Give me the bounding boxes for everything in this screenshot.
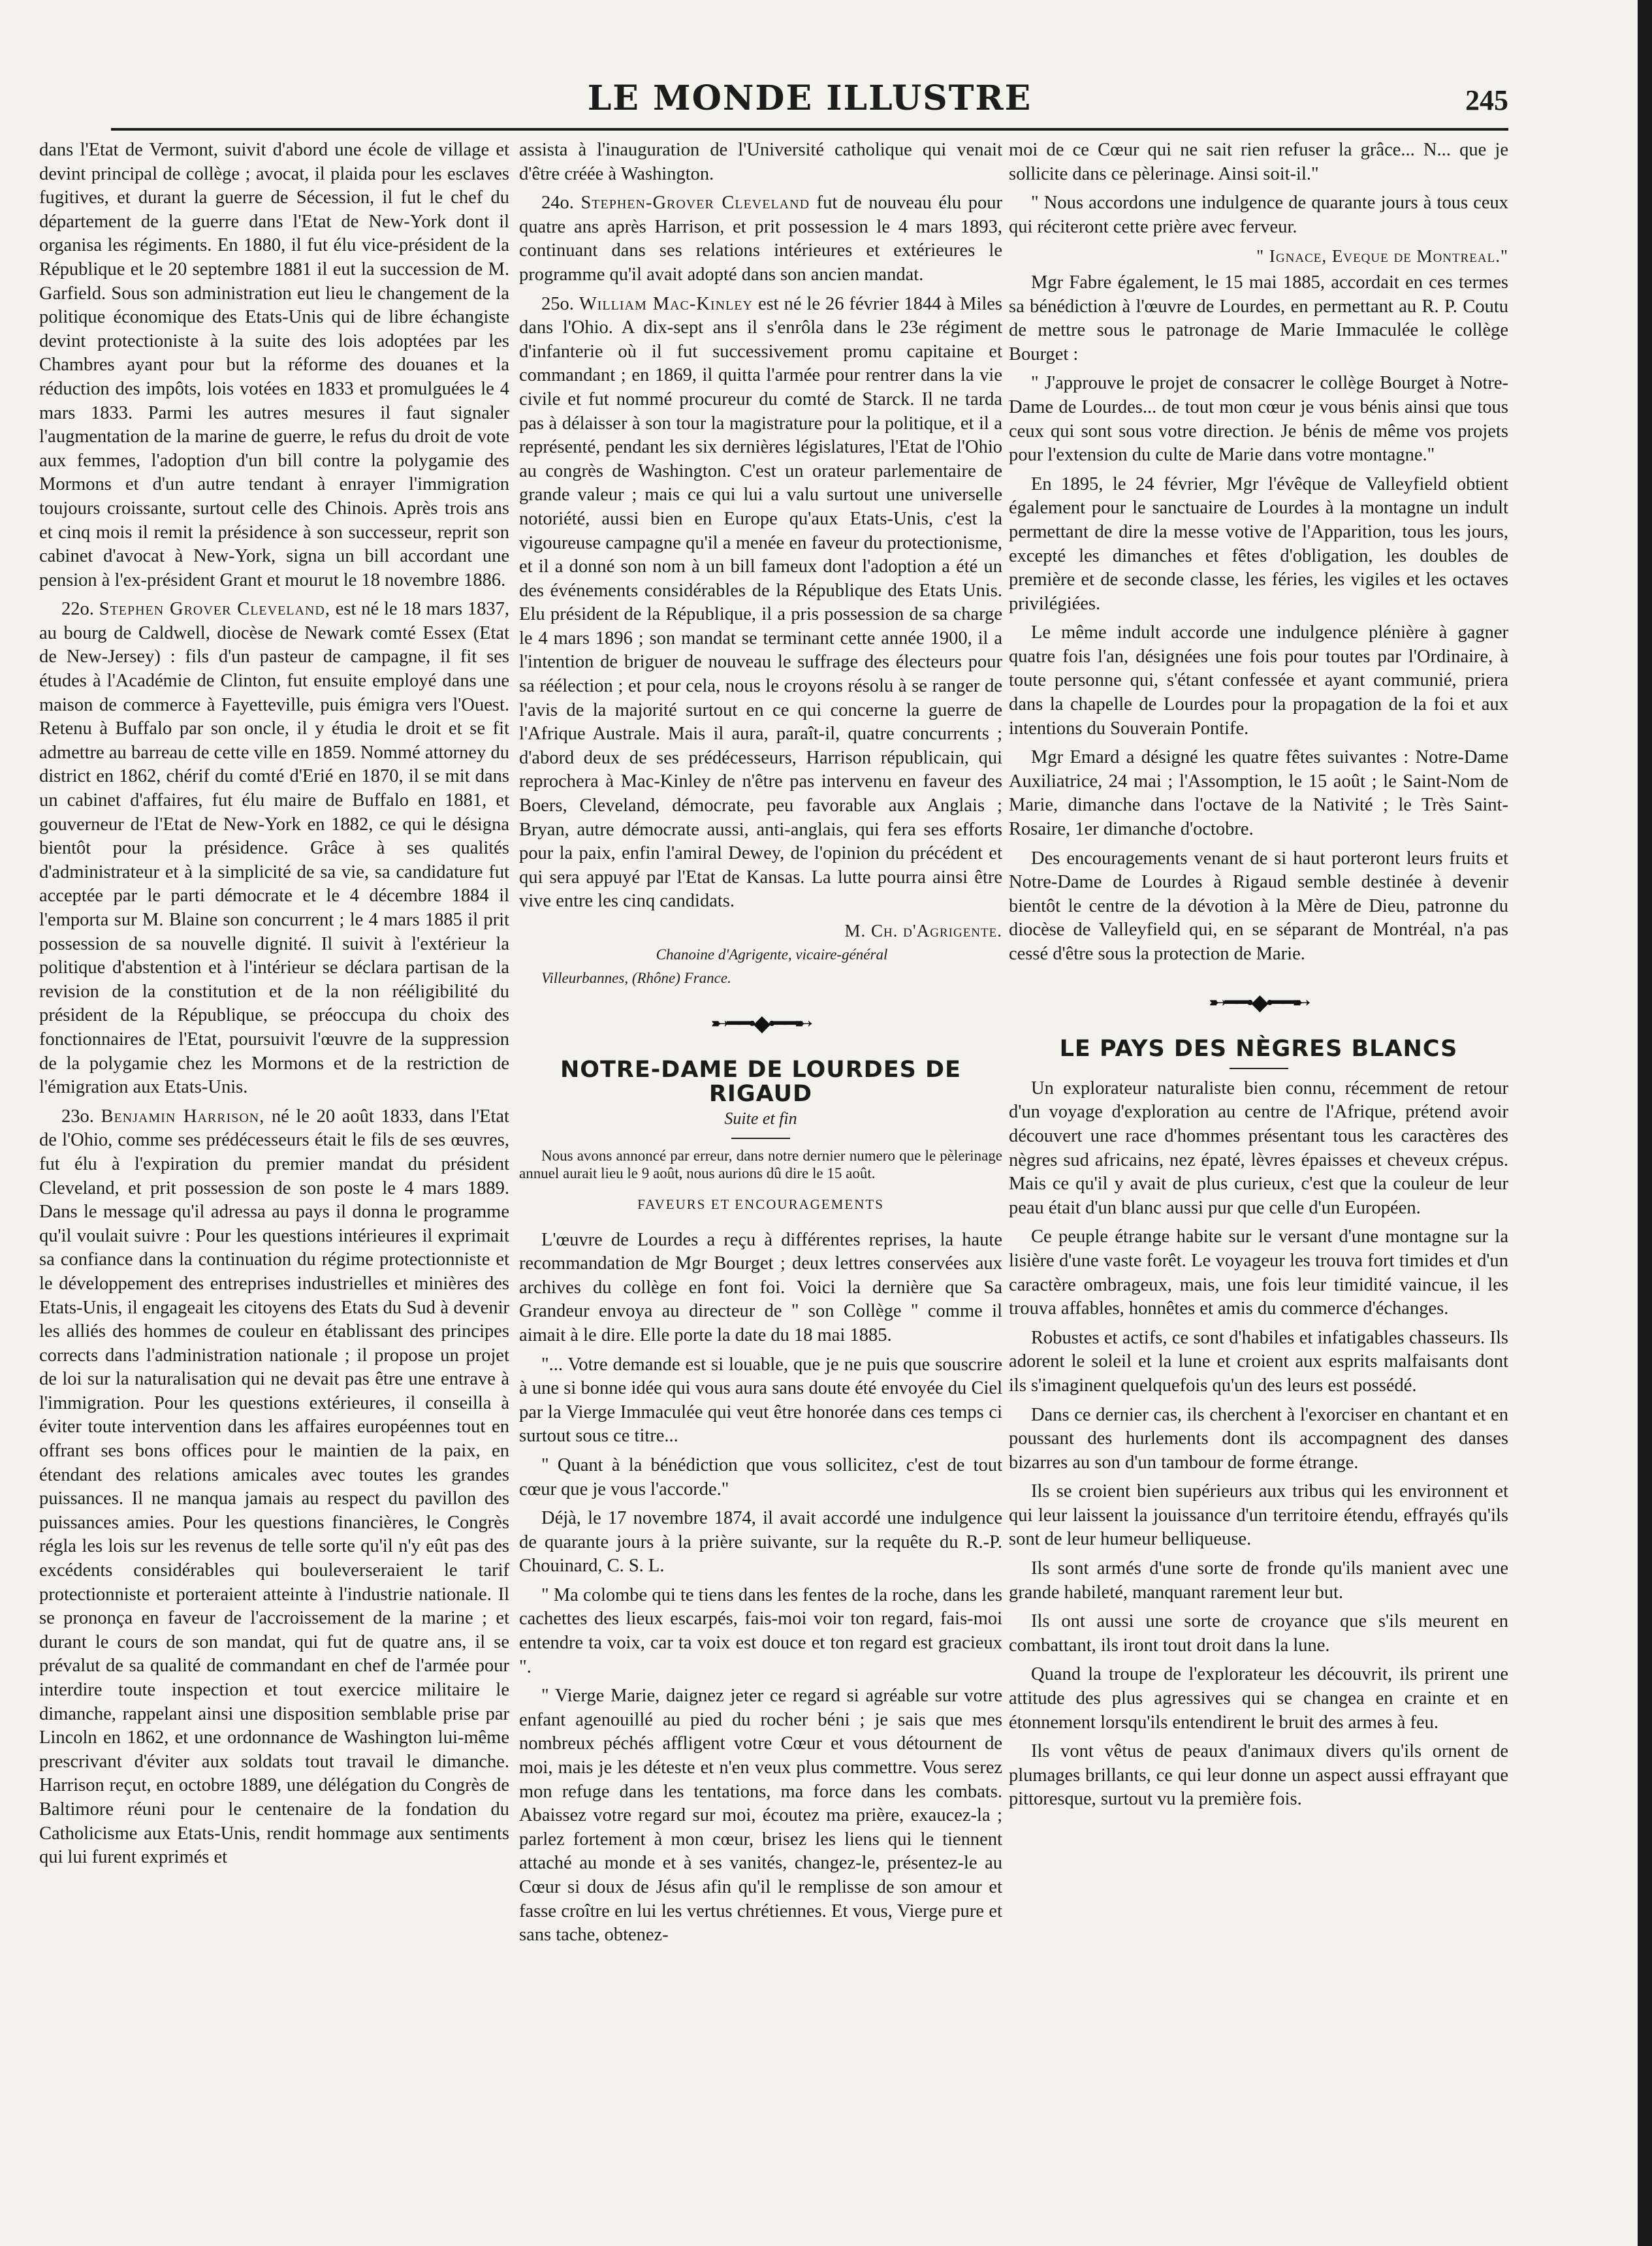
paragraph-text: est né le 18 mars 1837, au bourg de Caldwell, diocèse de Newark comté Essex (Etat de New-Jersey) : fils d'un pasteur de campagne, il fit ses études à l'Académie de Clinton, fut ensuite employé dans une maison de commerce à Fayetteville, puis émigra vers l'Ouest. Retenu à Buffalo par son oncle, il y étudia le droit et se fit admettre au barreau de cette ville en 1859. Nommé attorney du district en 1862, chérif du comté d'Erié en 1870, il se mit dans un cabinet d'affaires, fut élu maire de Buffalo en 1881, et gouverneur de l'Etat de New-York en 1882, ce qui le désigna bientôt pour la présidence. Grâce à ses qualités d'administrateur et à la simplicité de sa vie, sa candidature fut acceptée par le parti démocrate et le 4 décembre 1884 il l'emporta sur M. Blaine son concurrent ; le 4 mars 1885 il prit possession de sa nouvelle dignité. Il suivit à l'extérieur la politique d'abstention et à l'intérieur se déclara partisan de la revision de la constitution et de la non rééligibilité du président de la République, se préoccupa du choix des fonctionnaires de l'Etat, poursuivit l'œuvre de la suppression de la polygamie chez les Mormons et de la restriction de l'émigration aux Etats-Unis. <box>39 599 509 1098</box>
paragraph-cleveland-second <box>519 191 1002 287</box>
person-name: Stephen Grover Cleveland, <box>99 599 330 620</box>
paragraph: Ils ont aussi une sorte de croyance que s'ils meurent en combattant, ils iront tout droit dans la lune. <box>1009 1611 1508 1656</box>
signature-place: Villeurbannes, (Rhône) France. <box>541 969 731 986</box>
erratum-note: Nous avons annoncé par erreur, dans notre dernier numero que le pèlerinage annuel aurait lieu le 9 août, nous aurions dû dire le 15 août. <box>519 1147 1002 1181</box>
person-name: William Mac-Kinley <box>579 293 753 314</box>
paragraph: Dans ce dernier cas, ils cherchent à l'exorciser en chantant et en poussant des hurlements dont ils accompagnent des danses bizarres au son d'un tambour de forme étrange. <box>1009 1404 1508 1473</box>
paragraph: moi de ce Cœur qui ne sait rien refuser la grâce... N... que je sollicite dans ce pèlerinage. Ainsi soit-il." <box>1009 140 1508 184</box>
paragraph-cleveland <box>39 598 509 1099</box>
item-number: 23o. <box>61 1106 94 1127</box>
page-number: 245 <box>1465 84 1508 116</box>
column-2 <box>519 138 1002 1953</box>
page-header <box>111 78 1508 131</box>
paragraph: Ils sont armés d'une sorte de fronde qu'ils manient avec une grande habileté, manquant rarement leur but. <box>1009 1558 1508 1603</box>
paragraph: Mgr Emard a désigné les quatre fêtes suivantes : Notre-Dame Auxiliatrice, 24 mai ; l'Assomption, le 15 août ; le Saint-Nom de Marie, dimanche dans l'octave de la Nativité ; le Très Saint-Rosaire, 1er dimanche d'octobre. <box>1009 747 1508 840</box>
scan-edge <box>1638 0 1652 2246</box>
paragraph: Quand la troupe de l'explorateur les découvrit, ils prirent une attitude des plus agressives qui se changea en crainte et en étonnement lorsqu'ils entendirent le bruit des armes à feu. <box>1009 1664 1508 1733</box>
paragraph: En 1895, le 24 février, Mgr l'évêque de Valleyfield obtient également pour le sanctuaire de Lourdes à la montagne un indult permettant de dire la messe votive de l'Apparition, tous les jours, excepté les dimanches et fêtes d'obligation, les doubles de première et de seconde classe, les féries, les vigiles et les octaves privilégiées. <box>1009 473 1508 614</box>
column-3 <box>1009 138 1508 1817</box>
ornament-divider: ➸━━•◆•━━➸ <box>1209 990 1309 1015</box>
short-rule <box>1230 1068 1288 1069</box>
paragraph: Ils vont vêtus de peaux d'animaux divers qu'ils ornent de plumages brillants, ce qui leur donne un aspect aussi effrayant que pittoresque, surtout vu la première fois. <box>1009 1741 1508 1810</box>
paragraph-mackinley <box>519 293 1002 914</box>
signature: M. Ch. d'Agrigente. <box>844 921 1002 940</box>
paragraph: " Ma colombe qui te tiens dans les fentes de la roche, dans les cachettes des lieux escarpés, fais-moi voir ton regard, fais-moi entendre ta voix, car ta voix est douce et ton regard est gracieux ". <box>519 1584 1002 1677</box>
paragraph: "... Votre demande est si louable, que je ne puis que souscrire à une si bonne idée qui vous aura sans doute été envoyée du Ciel par la Vierge Immaculée qui veut être honorée dans ces temps ci surtout sous ce titre... <box>519 1354 1002 1447</box>
signature: " Ignace, Eveque de Montreal." <box>1256 246 1508 266</box>
paragraph: " Vierge Marie, daignez jeter ce regard si agréable sur votre enfant agenouillé au pied du rocher béni ; je sais que mes nombreux péchés affligent votre Cœur et vous détournent de moi, mais je les déteste et n'en veux plus commettre. Vous serez mon refuge dans les tentations, ma force dans les combats. Abaissez votre regard sur moi, écoutez ma prière, exaucez-la ; parlez fortement à mon cœur, brisez les liens qui le tiennent attaché au monde et à ses vanités, changez-le, présentez-le au Cœur si doux de Jésus afin qu'il le remplisse de son amour et fasse croître en lui les vertus chrétiennes. Et vous, Vierge pure et sans tache, obtenez- <box>519 1686 1002 1946</box>
article-heading: NOTRE-DAME DE LOURDES DE RIGAUD <box>560 1057 961 1107</box>
ornament-divider: ➸━━•◆•━━➸ <box>710 1011 811 1036</box>
paragraph-text: fut de nouveau élu pour quatre ans après Harrison, et prit possession le 4 mars 1893, continuant dans ses relations intérieures et extérieures le programme qu'il avait adopté dans son ancien mandat. <box>519 193 1002 285</box>
column-1 <box>39 138 509 1875</box>
paragraph: Des encouragements venant de si haut porteront leurs fruits et Notre-Dame de Lourdes à Rigaud semble destinée à devenir bientôt le centre de la dévotion à la Mère de Dieu, patronne du diocèse de Valleyfield qui, en se séparant de Montréal, n'a pas cessé d'être sous la protection de Marie. <box>1009 848 1508 964</box>
paragraph: Déjà, le 17 novembre 1874, il avait accordé une indulgence de quarante jours à la prière suivante, sur la requête du R.-P. Chouinard, C. S. L. <box>519 1508 1002 1577</box>
short-rule <box>731 1138 790 1139</box>
paragraph: Le même indult accorde une indulgence plénière à gagner quatre fois l'an, désignées une fois pour toutes par l'Ordinaire, à toute personne qui, s'étant confessée et ayant communié, priera dans la chapelle de Lourdes pour la propagation de la foi et aux intentions du Souverain Pontife. <box>1009 622 1508 739</box>
paragraph: dans l'Etat de Vermont, suivit d'abord une école de village et devint principal de collège ; avocat, il plaida pour les esclaves fugitives, et durant la guerre de Sécession, il fut le chef du département de la guerre dans l'Etat de New-York dont il organisa les régiments. En 1880, il fut élu vice-président de la République et le 20 septembre 1881 il eut la succession de M. Garfield. Sous son administration eut lieu le changement de la politique économique des Etats-Unis qui de libre échangiste devint protectioniste à la suite des lois adoptées par les Chambres ayant pour but la réforme des douanes et la réduction des impôts, lois votées en 1833 et promulguées le 4 mars 1833. Parmi les autres mesures il faut signaler l'augmentation de la marine de guerre, le refus du droit de vote aux femmes, l'adoption d'un bill contre la polygamie des Mormons et d'un autre tendant à enrayer l'immigration toujours croissante, surtout celle des Chinois. Après trois ans et cinq mois il remit la présidence à son successeur, reprit son cabinet d'avocat à New-York, signa un bill accordant une pension à l'ex-président Grant et mourut le 18 novembre 1886. <box>39 140 509 590</box>
article-heading: LE PAYS DES NÈGRES BLANCS <box>1059 1036 1458 1063</box>
person-name: Benjamin Harrison, <box>101 1106 265 1127</box>
signature-title: Chanoine d'Agrigente, vicaire-général <box>656 946 888 963</box>
paragraph: L'œuvre de Lourdes a reçu à différentes reprises, la haute recommandation de Mgr Bourget ; deux lettres conservées aux archives du collège en font foi. Voici la dernière que Sa Grandeur envoya au directeur de " son Collège " comme il aimait à le dire. Elle porte la date du 18 mai 1885. <box>519 1229 1002 1345</box>
paragraph: " J'approuve le projet de consacrer le collège Bourget à Notre-Dame de Lourdes... de tout mon cœur je vous bénis ainsi que tous ceux qui sont sous votre direction. Je bénis de même vos projets pour l'extension du culte de Marie dans votre montagne." <box>1009 373 1508 466</box>
article-subheading: Suite et fin <box>724 1109 797 1129</box>
paragraph: Ce peuple étrange habite sur le versant d'une montagne sur la lisière d'une vaste forêt. Le voyageur les trouva fort timides et d'un caractère ombrageux, mais, une fois leur timidité vaincue, il les trouva affables, honnêtes et amis du commerce d'échanges. <box>1009 1227 1508 1319</box>
person-name: Stephen-Grover Cleveland <box>580 193 810 214</box>
paragraph: Un explorateur naturaliste bien connu, récemment de retour d'un voyage d'exploration au centre de l'Afrique, prétend avoir découvert une race d'hommes présentant tous les caractères des nègres sud africains, nez épaté, lèvres épaisses et cheveux crépus. Mais ce qu'il y avait de plus curieux, c'est que la couleur de leur peau était d'un blanc aussi pur que celle d'un Européen. <box>1009 1078 1508 1218</box>
item-number: 22o. <box>61 599 94 620</box>
masthead: LE MONDE ILLUSTRE <box>587 78 1032 118</box>
section-subheading: FAVEURS ET ENCOURAGEMENTS <box>637 1196 884 1212</box>
item-number: 24o. <box>541 193 574 214</box>
header-rule <box>111 128 1508 131</box>
paragraph-text: est né le 26 février 1844 à Miles dans l'Ohio. A dix-sept ans il s'enrôla dans le 23e régiment d'infanterie où il fut successivement promu capitaine et commandant ; en 1869, il quitta l'armée pour rentrer dans la vie civile et fut nommé procureur du comté de Starck. Il ne tarda pas à délaisser à son tour la magistrature pour la politique, et il a représenté, pendant les six dernières législatures, l'Etat de l'Ohio au congrès de Washington. C'est un orateur parlementaire de grande valeur ; mais ce qui lui a valu surtout une universelle notoriété, aussi bien en Europe qu'aux Etats-Unis, c'est la vigoureuse campagne qu'il a menée en faveur du protectionisme, et il a donné son nom à un bill fameux dont l'adoption a été un des événements considérables de la République des Etats Unis. Elu président de la République, il a pris possession de sa charge le 4 mars 1896 ; son mandat se terminant cette année 1900, il a l'intention de briguer de nouveau le suffrage des électeurs pour sa réélection ; et pour cela, nous le croyons résolu à se ranger de l'avis de la majorité surtout en ce qui concerne la guerre de l'Afrique Australe. Mais il aura, paraît-il, quatre concurrents ; d'abord deux de ses prédécesseurs, Harrison républicain, qui reprochera à Mac-Kinley de n'être pas intervenu en faveur des Boers, Cleveland, démocrate, peu favorable aux Anglais ; Bryan, autre démocrate aussi, anti-anglais, qui fera ses efforts pour la paix, enfin l'amiral Dewey, de l'opinion du précédent et qui sera appuyé par l'Etat de Kansas. La lutte pourra ainsi être vive entre les cinq candidats. <box>519 293 1003 912</box>
paragraph: " Nous accordons une indulgence de quarante jours à tous ceux qui réciteront cette prière avec ferveur. <box>1009 193 1508 237</box>
paragraph-harrison <box>39 1105 509 1870</box>
item-number: 25o. <box>541 293 574 314</box>
paragraph: Mgr Fabre également, le 15 mai 1885, accordait en ces termes sa bénédiction à l'œuvre de Lourdes, en permettant au R. P. Coutu de mettre sous le patronage de Marie Immaculée le collège Bourget : <box>1009 272 1508 364</box>
paragraph: " Quant à la bénédiction que vous sollicitez, c'est de tout cœur que je vous l'accorde." <box>519 1454 1002 1500</box>
paragraph: assista à l'inauguration de l'Université catholique qui venait d'être créée à Washington. <box>519 140 1002 184</box>
paragraph-text: né le 20 août 1833, dans l'Etat de l'Ohio, comme ses prédécesseurs était le fils de ses œuvres, fut élu à l'expiration du premier mandat du président Cleveland, et prit possession de son poste le 4 mars 1889. Dans le message qu'il adressa au pays il donna le programme qu'il voulait suivre : Pour les questions intérieures il exprimait sa confiance dans la continuation du régime protectionniste et le développement des entreprises industrielles et minières des Etats-Unis, il engageait les citoyens des Etats du Sud à devenir les alliés des hommes de couleur en établissant des principes corrects dans l'administration nationale ; il propose un projet de loi sur la naturalisation qui ne devait pas être une entrave à l'immigration. Pour les questions extérieures, il conseilla à éviter toute intervention dans les affaires européennes tout en offrant ses bons offices pour le maintien de la paix, en étendant des relations amicales avec toutes les grandes puissances. Il ne manqua jamais au respect du pavillon des puissances amies. Pour les questions financières, le Congrès régla les lois sur les revenus de telle sorte qu'il n'y eût pas des excédents considérables qui bouleverseraient le tarif protectionniste et porteraient atteinte à l'industrie nationale. Il se prononça en faveur de l'accroissement de la marine ; et durant le cours de son mandat, qui fut de quatre ans, il se prévalut de sa qualité de commandant en chef de l'armée pour interdire toute inspection et tout exercice militaire le dimanche, rappelant ainsi une disposition semblable prise par Lincoln en 1862, et une ordonnance de Washington lui-même prescrivant d'éviter aux soldats tout travail le dimanche. Harrison reçut, en octobre 1889, une délégation du Congrès de Baltimore réuni pour le centenaire de la fondation du Catholicisme aux Etats-Unis, rendit hommage aux sentiments qui lui furent exprimés et <box>39 1106 509 1868</box>
paragraph: Robustes et actifs, ce sont d'habiles et infatigables chasseurs. Ils adorent le soleil et la lune et croient aux esprits malfaisants dont ils s'imaginent quelquefois qu'un des leurs est possédé. <box>1009 1327 1508 1396</box>
paragraph: Ils se croient bien supérieurs aux tribus qui les environnent et qui leur laissent la jouissance d'un territoire étendu, effrayés qu'ils sont de leur humeur belliqueuse. <box>1009 1481 1508 1550</box>
